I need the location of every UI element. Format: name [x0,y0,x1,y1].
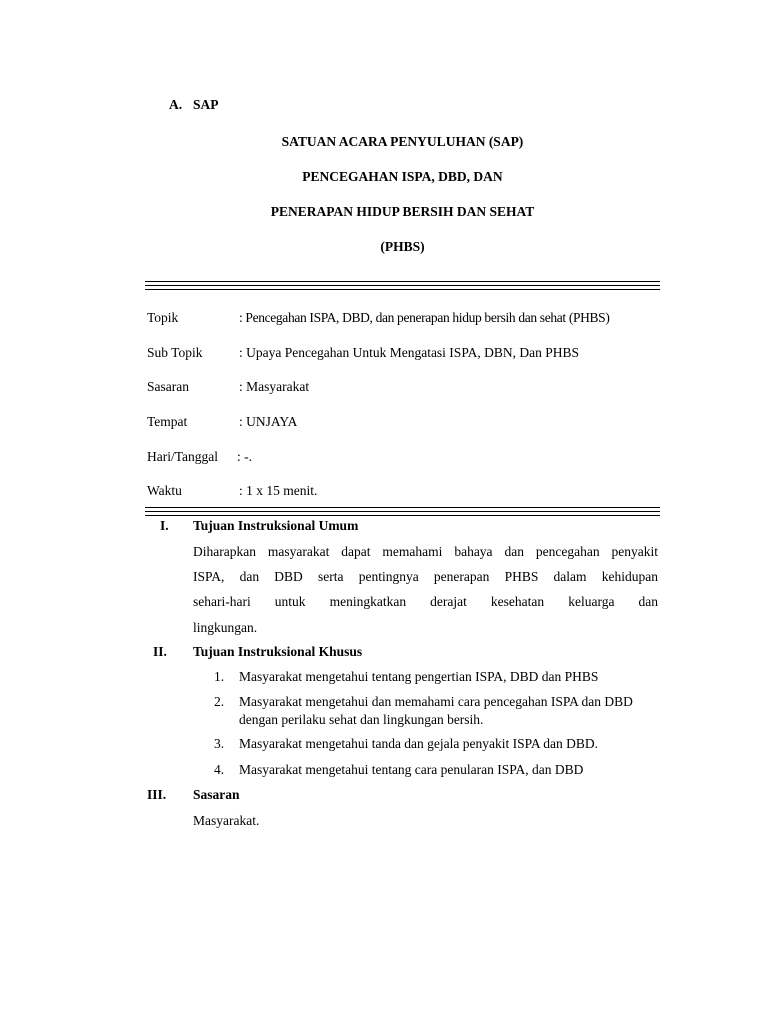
list-item-number: 4. [214,762,225,777]
section-a-label: SAP [193,97,219,112]
list-item-text: Masyarakat mengetahui tentang pengertian ISPA, DBD dan PHBS [239,669,599,684]
section-3-heading: Sasaran [193,787,240,802]
bottom-rule-1 [145,507,660,508]
title-line-1: SATUAN ACARA PENYULUHAN (SAP) [281,134,524,149]
top-rule-1 [145,281,660,282]
title-line-2: PENCEGAHAN ISPA, DBD, DAN [302,169,503,184]
top-rule-3 [145,289,660,290]
info-value-sub-topik: : Upaya Pencegahan Untuk Mengatasi ISPA, DBN, Dan PHBS [239,345,579,360]
info-label-tempat: Tempat [147,414,188,429]
title-line-4: (PHBS) [380,239,425,254]
section-1-number: I. [160,518,169,533]
info-value-hari-tanggal: : -. [237,449,252,464]
info-value-sasaran: : Masyarakat [239,379,310,394]
section-1-line-3: sehari-hari untuk meningkatkan derajat kesehatan keluarga dan [193,594,658,609]
section-1-heading: Tujuan Instruksional Umum [193,518,359,533]
list-item-text-continued: dengan perilaku sehat dan lingkungan bersih. [239,712,484,727]
info-value-topik: : Pencegahan ISPA, DBD, dan penerapan hidup bersih dan sehat (PHBS) [239,310,610,325]
info-label-topik: Topik [147,310,179,325]
info-label-sub-topik: Sub Topik [147,345,203,360]
list-item-text: Masyarakat mengetahui tanda dan gejala penyakit ISPA dan DBD. [239,736,599,751]
title-line-3: PENERAPAN HIDUP BERSIH DAN SEHAT [270,204,535,219]
info-label-hari-tanggal: Hari/Tanggal [147,449,219,464]
list-item-number: 2. [214,694,225,709]
section-1-line-2: ISPA, dan DBD serta pentingnya penerapan PHBS dalam kehidupan [193,569,658,584]
bottom-rule-3 [145,515,660,516]
list-item-number: 3. [214,736,225,751]
section-a-marker: A. [169,97,183,112]
info-value-waktu: : 1 x 15 menit. [239,483,318,498]
section-2-number: II. [153,644,167,659]
section-1-line-1: Diharapkan masyarakat dapat memahami bahaya dan pencegahan penyakit [193,544,658,559]
section-1-line-4: lingkungan. [193,620,258,635]
list-item-text: Masyarakat mengetahui tentang cara penularan ISPA, dan DBD [239,762,584,777]
section-3-body: Masyarakat. [193,813,260,828]
info-label-waktu: Waktu [147,483,182,498]
info-value-tempat: : UNJAYA [239,414,298,429]
top-rule-2 [145,285,660,286]
list-item-text: Masyarakat mengetahui dan memahami cara pencegahan ISPA dan DBD [239,694,633,709]
section-2-heading: Tujuan Instruksional Khusus [193,644,363,659]
bottom-rule-2 [145,511,660,512]
info-label-sasaran: Sasaran [147,379,189,394]
section-3-number: III. [147,787,167,802]
list-item-number: 1. [214,669,225,684]
